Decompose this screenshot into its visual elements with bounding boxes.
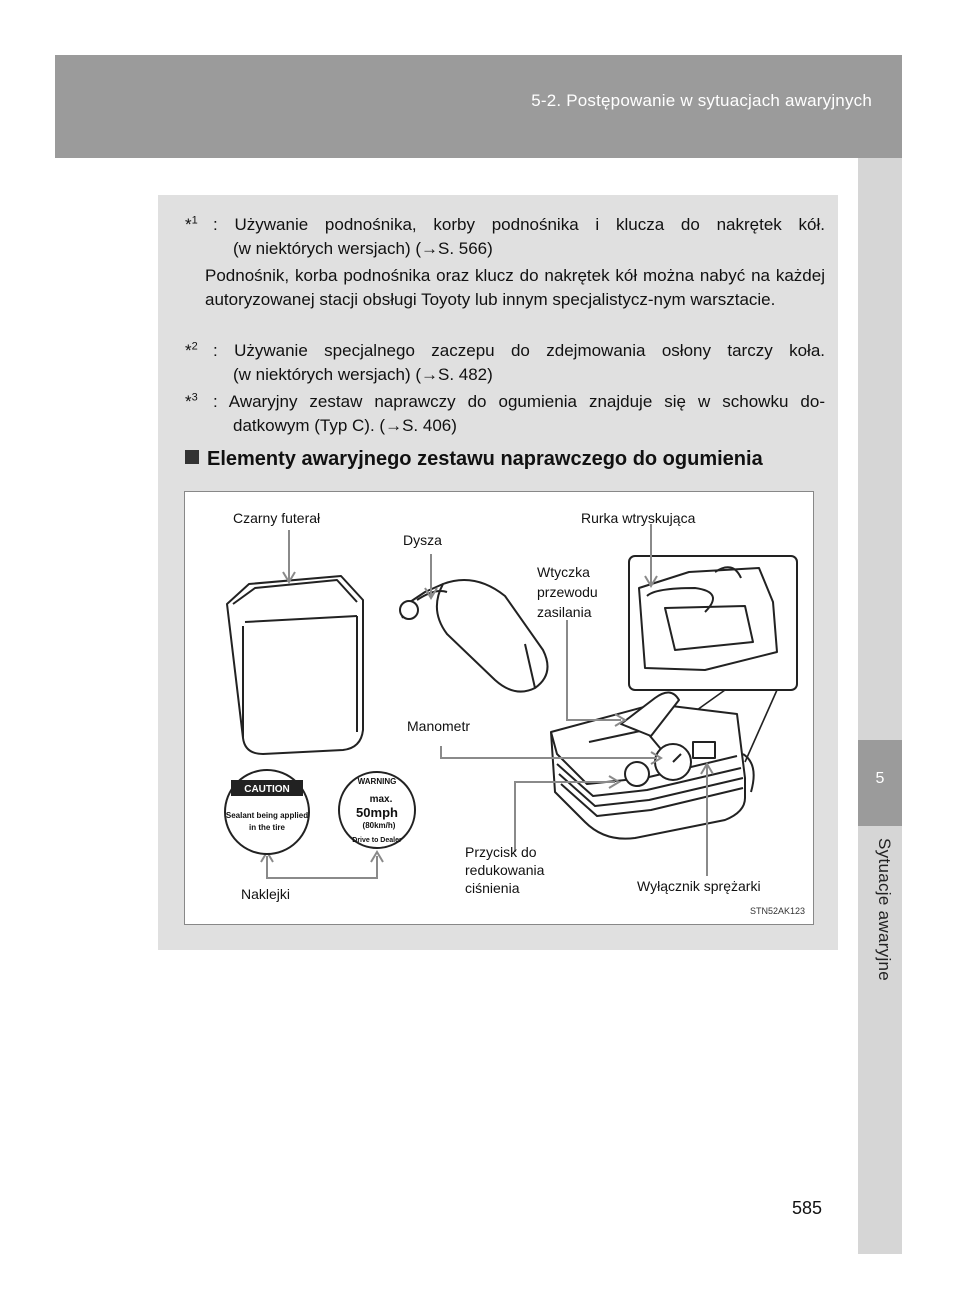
label-power-plug-3: zasilania [537, 604, 592, 620]
repair-kit-figure [184, 491, 814, 925]
label-pressure-button-3: ciśnienia [465, 880, 520, 896]
section-title: 5-2. Postępowanie w sytuacjach awaryjnych [531, 91, 872, 110]
section-heading: Elementy awaryjnego zestawu naprawczego do ogumienia [185, 448, 763, 471]
compressor-inset [629, 556, 797, 690]
label-pressure-button-1: Przycisk do [465, 844, 537, 860]
warning-sticker-max: max. [369, 794, 393, 805]
page-header [55, 55, 902, 158]
side-tab-background [858, 158, 902, 1254]
warning-sticker [339, 772, 415, 848]
label-pressure-button-2: redukowania [465, 862, 545, 878]
compressor-illustration [551, 692, 754, 838]
caution-sticker-title: CAUTION [244, 784, 290, 795]
label-nozzle: Dysza [403, 532, 442, 548]
warning-sticker-speed: 50mph [356, 805, 398, 820]
label-compressor-switch: Wyłącznik sprężarki [637, 878, 761, 894]
case-illustration [227, 576, 363, 754]
caution-sticker [225, 770, 309, 854]
caution-sticker-line1: Sealant being applied [225, 811, 309, 820]
label-power-plug-1: Wtyczka [537, 564, 590, 580]
footnote-1: *$^1$ : Używanie podnośnika, korby podnośnika i klucza do nakrętek kół. (w niektórych wersjach) (→S. 566) [185, 213, 825, 261]
footnote-1-line1: : Używanie podnośnika, korby podnośnika i klucza do nakrętek kół. [213, 215, 825, 234]
warning-sticker-kmh: (80km/h) [362, 821, 396, 830]
caution-sticker-line2: in the tire [248, 823, 286, 832]
label-stickers: Naklejki [241, 886, 291, 902]
label-gauge: Manometr [407, 718, 471, 734]
footnote-1-paragraph: Podnośnik, korba podnośnika oraz klucz do nakrętek kół można nabyć na każdej autoryzowanej stacji obsługi Toyoty lub innym specjalistycz-nym warsztacie. [205, 266, 825, 309]
label-injection-tube: Rurka wtryskująca [581, 510, 696, 526]
label-case: Czarny futerał [233, 510, 321, 526]
nozzle-illustration [400, 580, 548, 692]
chapter-label: Sytuacje awaryjne [875, 838, 894, 982]
label-power-plug-2: przewodu [537, 584, 598, 600]
footnote-2-line2: (w niektórych wersjach) (→S. 482) [233, 365, 493, 384]
footnote-2: *$^2$ : Używanie specjalnego zaczepu do zdejmowania osłony tarczy koła. (w niektórych wersjach) (→S. 482) [185, 339, 825, 387]
footnote-3-line1: : Awaryjny zestaw naprawczy do ogumienia znajduje się w schowku do- [213, 392, 825, 411]
chapter-number: 5 [875, 770, 885, 787]
square-bullet-icon [185, 450, 199, 464]
footnote-3: *$^3$ : Awaryjny zestaw naprawczy do ogumienia znajduje się w schowku do- datkowym (Typ C). (→S. 406) [185, 390, 825, 438]
footnote-3-line2: datkowym (Typ C). (→S. 406) [233, 416, 457, 435]
footnote-1-line2: (w niektórych wersjach) (→S. 566) [233, 239, 493, 258]
figure-code: STN52AK123 [749, 906, 805, 916]
page-number: 585 [792, 1198, 823, 1218]
footnote-2-line1: : Używanie specjalnego zaczepu do zdejmowania osłony tarczy koła. [213, 341, 825, 360]
warning-sticker-top: WARNING [357, 777, 397, 786]
warning-sticker-bottom: Drive to Dealer [352, 837, 402, 844]
